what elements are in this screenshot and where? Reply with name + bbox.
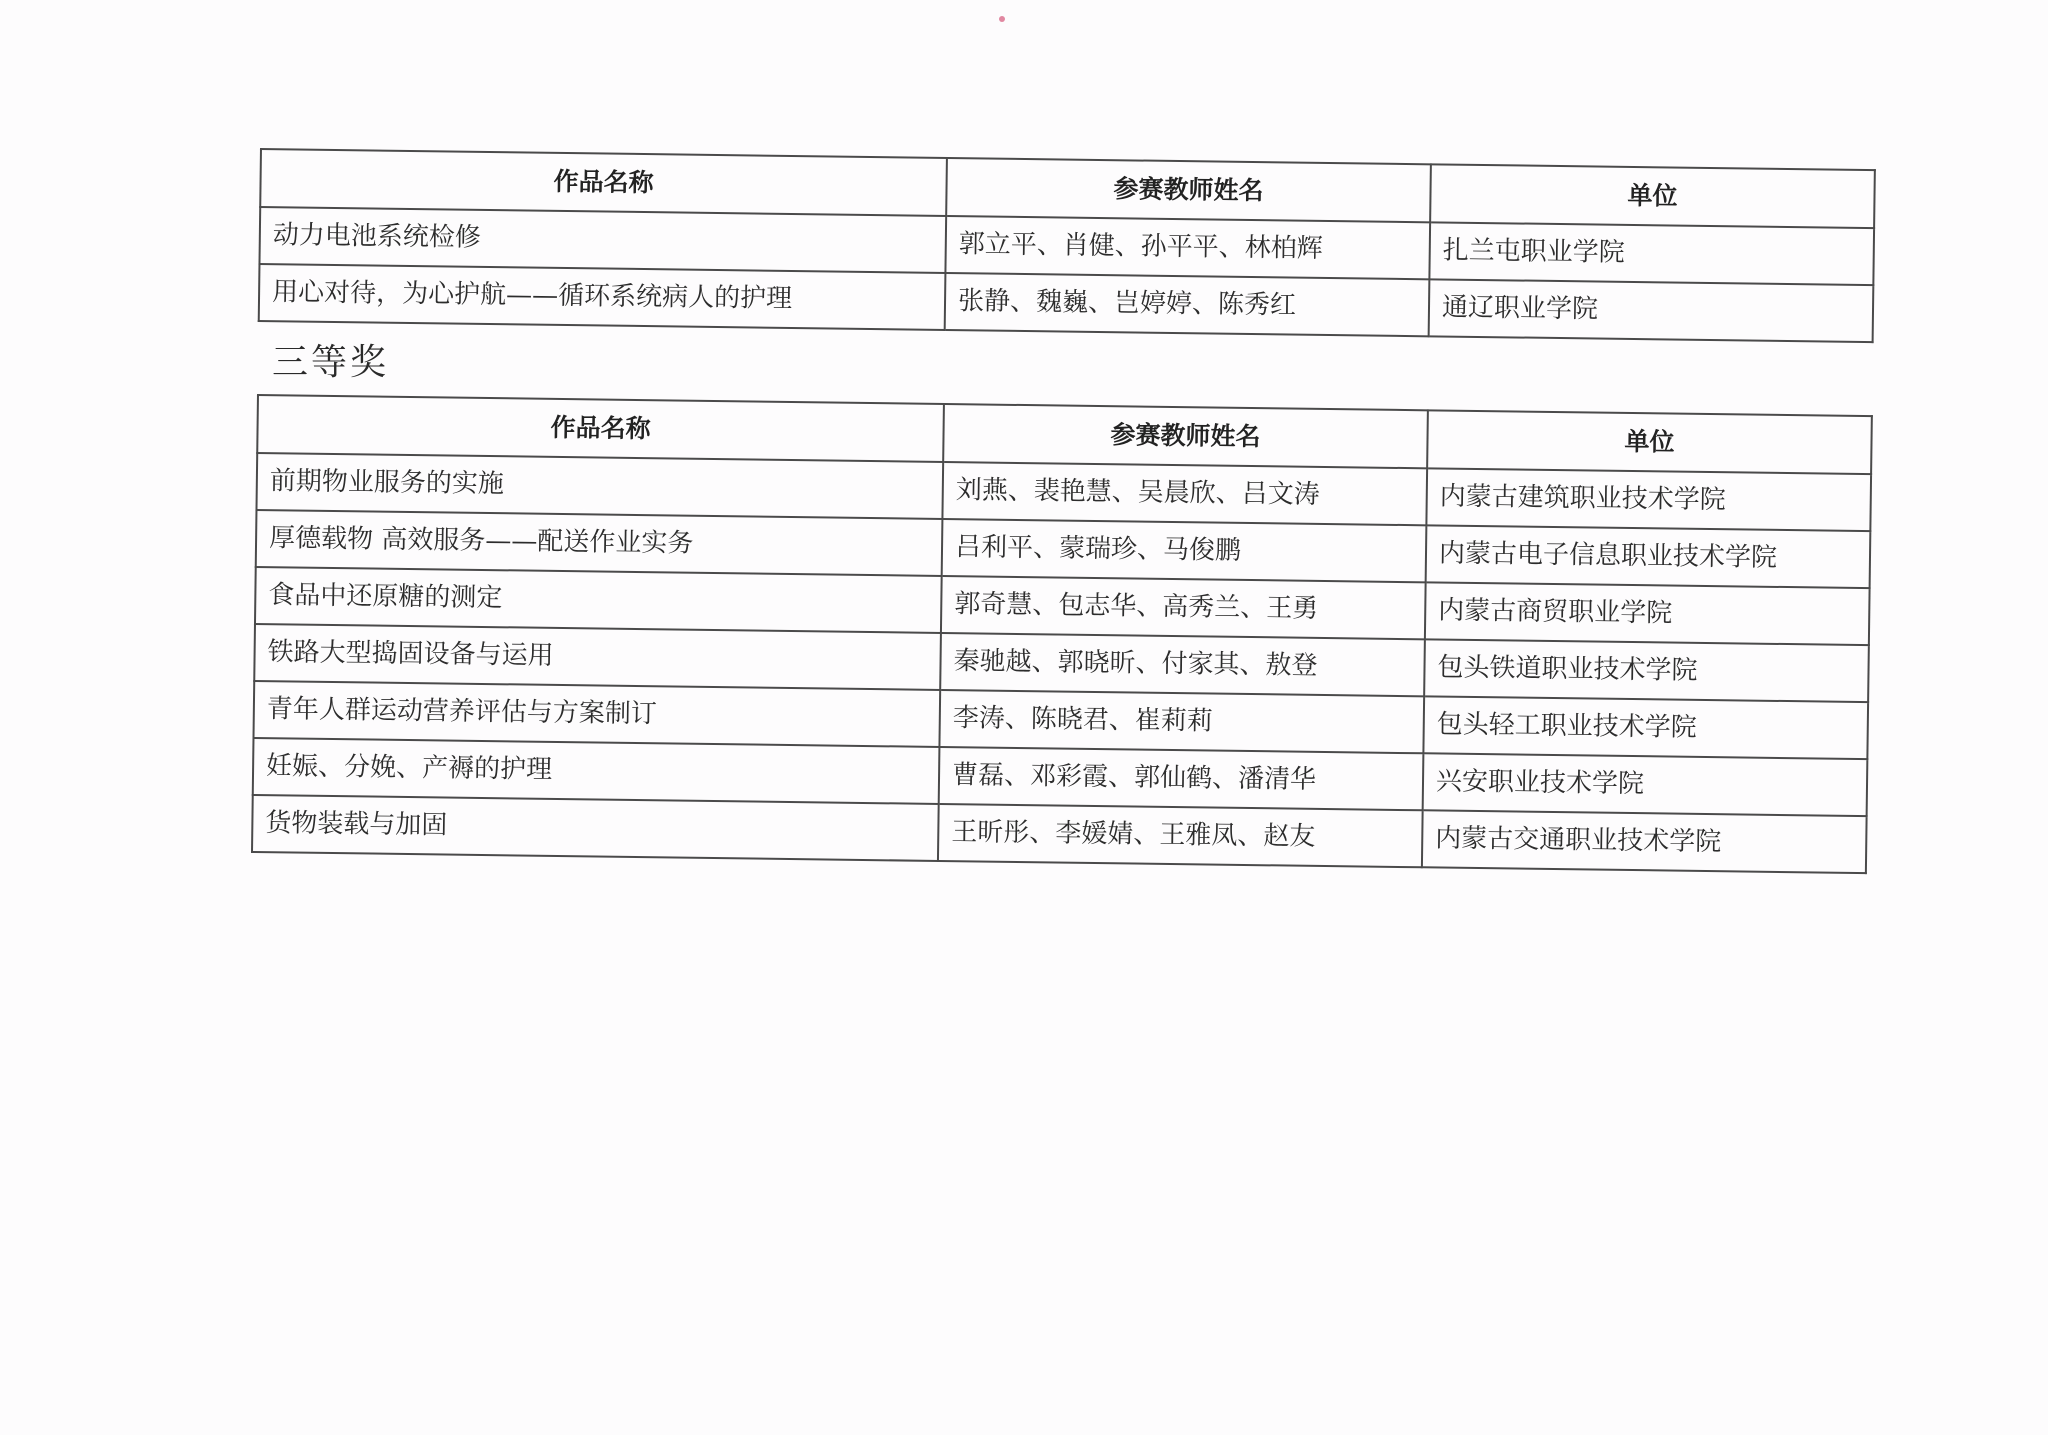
header-teachers: 参赛教师姓名 (943, 404, 1428, 468)
header-unit: 单位 (1427, 410, 1872, 474)
teacher-names: 刘燕、裴艳慧、吴晨欣、吕文涛 (942, 462, 1427, 525)
teacher-names: 张静、魏巍、岂婷婷、陈秀红 (945, 273, 1430, 336)
header-unit: 单位 (1430, 164, 1875, 228)
unit-name: 内蒙古电子信息职业技术学院 (1426, 525, 1871, 588)
work-title: 前期物业服务的实施 (256, 453, 943, 519)
work-title: 动力电池系统检修 (259, 207, 946, 273)
unit-name: 内蒙古商贸职业学院 (1425, 582, 1870, 645)
work-title: 厚德载物 高效服务——配送作业实务 (256, 510, 943, 576)
third-prize-heading: 三等奖 (272, 342, 390, 383)
work-title: 铁路大型捣固设备与运用 (254, 624, 941, 690)
teacher-names: 王昕彤、李媛婧、王雅凤、赵友 (938, 804, 1423, 867)
unit-name: 包头铁道职业技术学院 (1424, 639, 1869, 702)
header-teachers: 参赛教师姓名 (946, 158, 1431, 222)
work-title: 货物装载与加固 (252, 795, 939, 861)
unit-name: 内蒙古建筑职业技术学院 (1426, 468, 1871, 531)
ink-speck (999, 16, 1005, 22)
header-title: 作品名称 (260, 149, 947, 216)
teacher-names: 曹磊、邓彩霞、郭仙鹤、潘清华 (939, 747, 1424, 810)
teacher-names: 吕利平、蒙瑞珍、马俊鹏 (942, 519, 1427, 582)
work-title: 青年人群运动营养评估与方案制订 (253, 681, 940, 747)
header-title: 作品名称 (257, 395, 944, 462)
unit-name: 通辽职业学院 (1429, 279, 1874, 342)
teacher-names: 李涛、陈晓君、崔莉莉 (939, 690, 1424, 753)
work-title: 妊娠、分娩、产褥的护理 (253, 738, 940, 804)
teacher-names: 郭立平、肖健、孙平平、林柏辉 (945, 216, 1430, 279)
unit-name: 内蒙古交通职业技术学院 (1422, 810, 1867, 873)
unit-name: 包头轻工职业技术学院 (1423, 696, 1868, 759)
third-prize-table (251, 394, 1873, 874)
teacher-names: 郭奇慧、包志华、高秀兰、王勇 (941, 576, 1426, 639)
unit-name: 扎兰屯职业学院 (1429, 222, 1874, 285)
teacher-names: 秦驰越、郭晓昕、付家其、敖登 (940, 633, 1425, 696)
work-title: 食品中还原糖的测定 (255, 567, 942, 633)
work-title: 用心对待，为心护航——循环系统病人的护理 (259, 264, 946, 330)
unit-name: 兴安职业技术学院 (1423, 753, 1868, 816)
second-prize-table (258, 148, 1876, 343)
